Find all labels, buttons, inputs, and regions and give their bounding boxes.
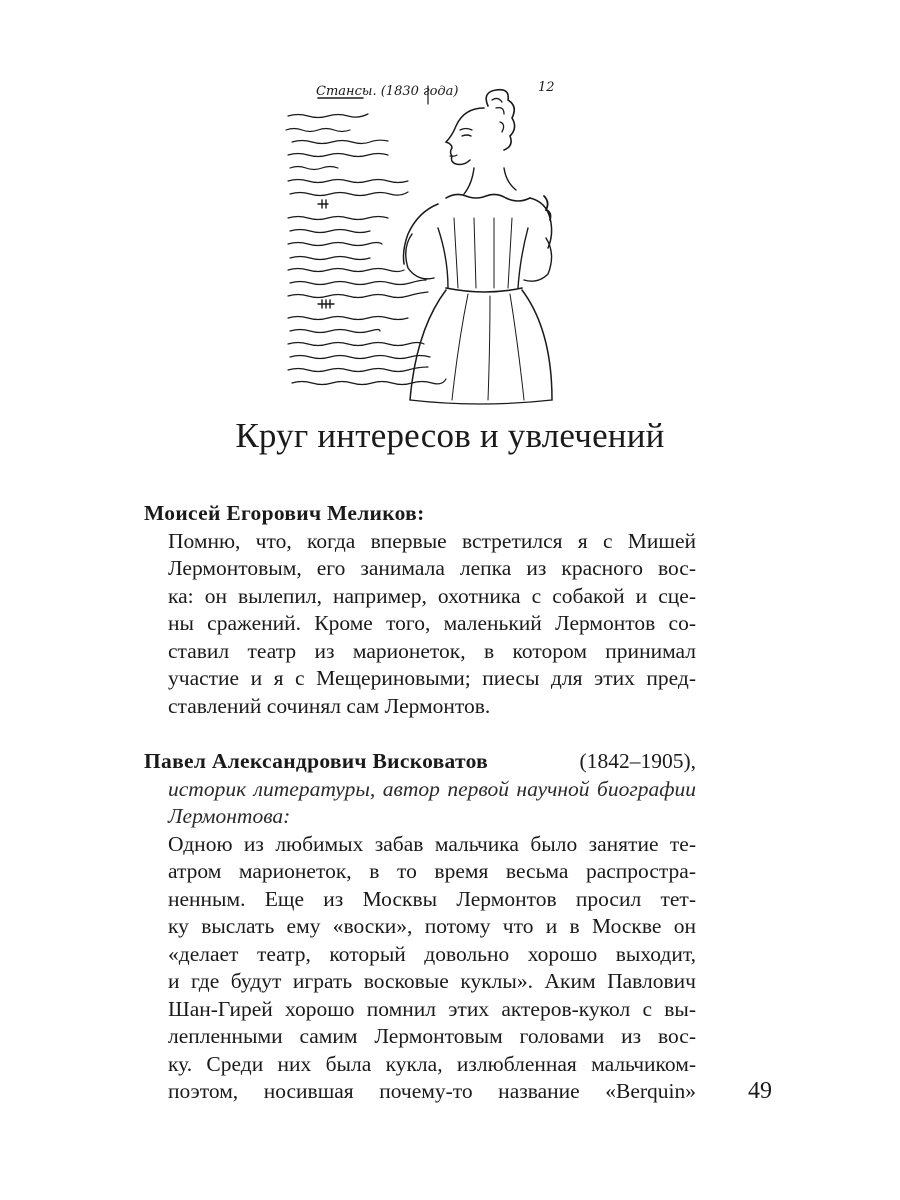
paragraph-line: ку. Среди них была кукла, излюбленная мальчиком- [168,1051,696,1076]
sketch-label-text: Стансы. (1830 года) [316,84,459,99]
paragraph-line: ненным. Еще из Москвы Лермонтов просил тет- [168,886,696,911]
speaker-dates: (1842–1905), [579,749,696,773]
paragraph-line: и где будут играть восковые куклы». Аким Павлович [168,969,696,993]
speaker-role: Лермонтова: [168,804,291,828]
paragraph-line: ка: он вылепил, например, охотника с собакой и сце- [168,583,696,608]
paragraph-line: ставил театр из марионеток, в котором принимал [168,638,696,663]
paragraph-line: Одною из любимых забав мальчика было занятие те- [168,831,696,856]
paragraph-line: атром марионеток, в то время весьма распростра- [168,859,696,883]
paragraph-line: ны сражений. Кроме того, маленький Лермонтов со- [168,611,696,635]
paragraph-line: лепленными самим Лермонтовым головами из вос- [168,1024,696,1048]
chapter-title: Круг интересов и увлечений [235,416,665,455]
speaker-role: историк литературы, автор первой научной биографии [168,776,696,801]
paragraph-line: ку выслать ему «воски», потому что и в Москве он [168,914,696,938]
paragraph-line: поэтом, носившая почему-то название «Berquin» [168,1079,696,1103]
memoir-entry [144,500,696,720]
paragraph-line: ставлений сочинял сам Лермонтов. [168,693,491,718]
memoir-entry [144,748,696,1106]
sketch-page-number: 12 [538,80,555,95]
speaker-name: Павел Александрович Висковатов (1842–1905), [144,748,696,776]
sketch-caption [316,80,555,99]
paragraph-line: Шан-Гирей хорошо помнил этих актеров-кукол с вы- [168,996,696,1021]
manuscript-sketch-illustration [278,78,563,408]
paragraph-line: «делает театр, который довольно хорошо выходит, [168,941,696,966]
paragraph-line: Лермонтовым, его занимала лепка из красного вос- [168,556,696,580]
speaker-name: Моисей Егорович Меликов: [144,501,425,525]
page-number: 49 [748,1078,772,1104]
paragraph-line: Помню, что, когда впервые встретился я с Мишей [168,528,696,553]
paragraph-line: участие и я с Мещериновыми; пиесы для этих пред- [168,666,696,690]
